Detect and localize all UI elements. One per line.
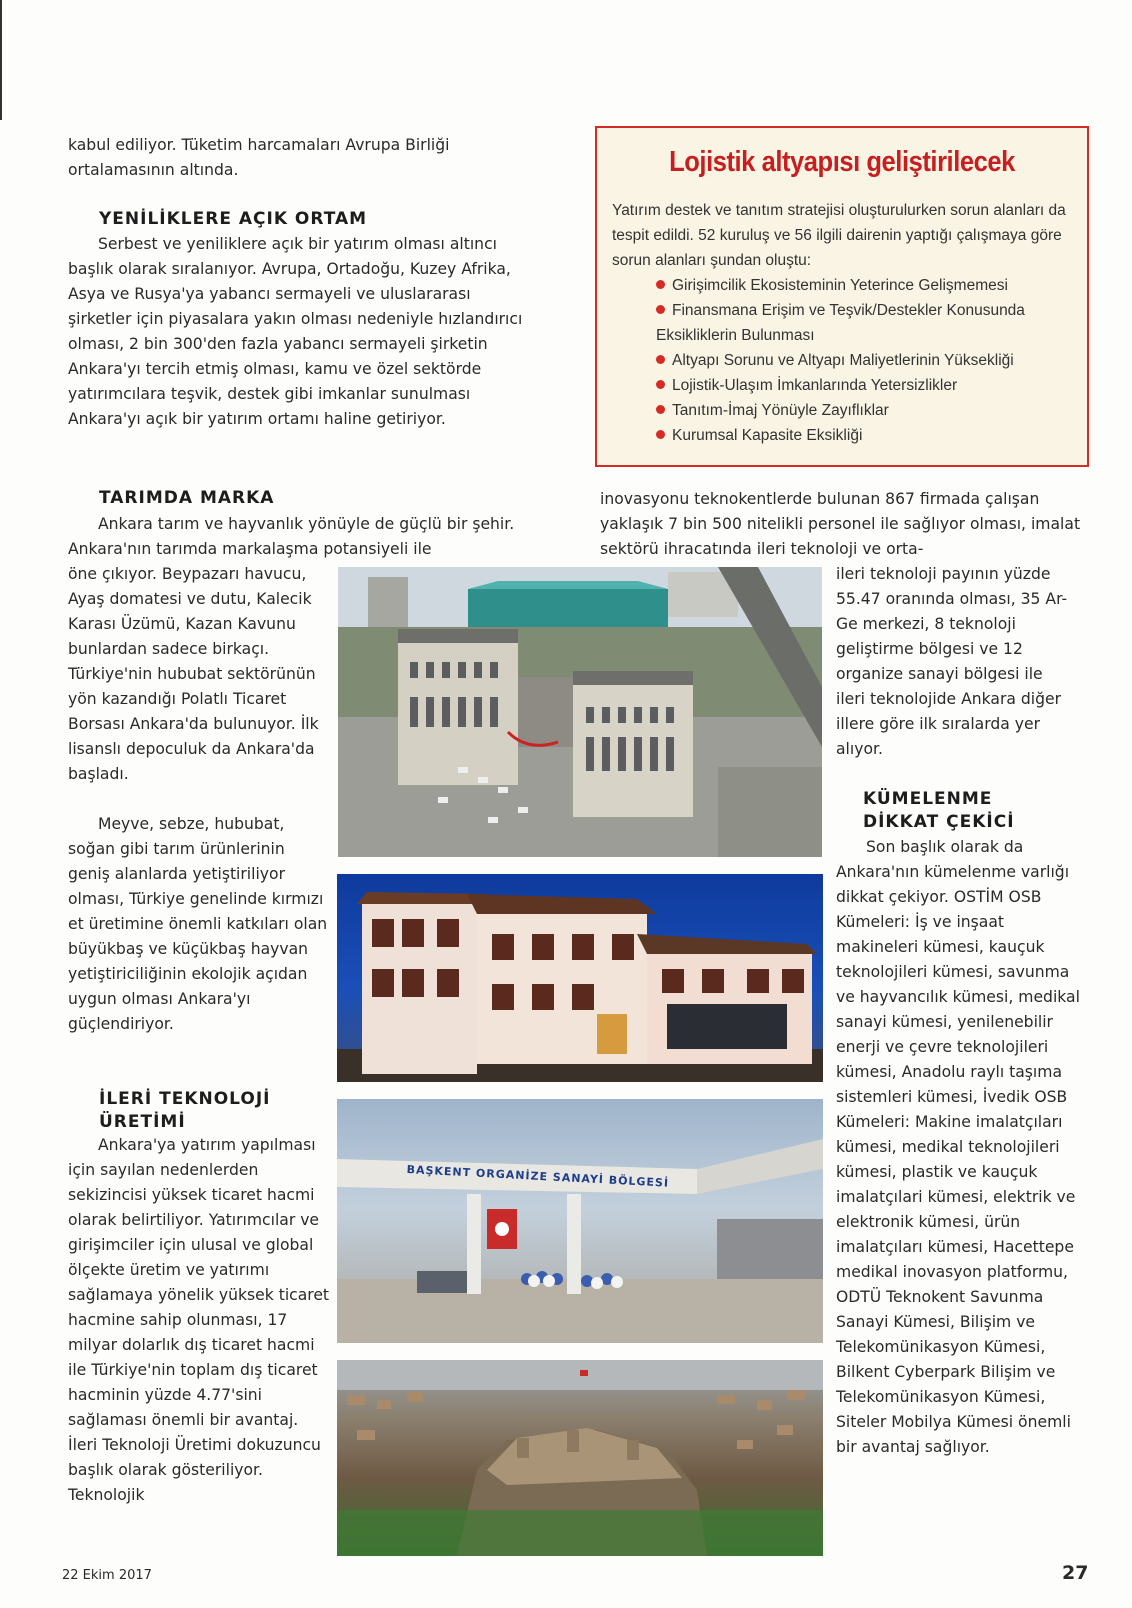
paragraph-yeniliklere: Serbest ve yeniliklere açık bir yatırım olması altıncı başlık olarak sıralanıyor. Avrupa, Ortadoğu, Kuzey Afrika, Asya ve Rusya'ya yabancı sermayeli ve uluslararası şirketler için piyasalara yakın olması nedeniyle hızlandırıcı olması, 2 bin 300'den fazla yabancı sermayeli şirketin Ankara'yı tercih etmiş olması, kamu ve özel sektörde yatırımcılara teşvik, destek gibi imkanlar sunulması Ankara'yı açık bir yatırım ortamı haline getiriyor. xyxy=(68,235,523,428)
box-title: Lojistik altyapısı geliştirilecek xyxy=(669,146,1015,178)
box-bullet: Kurumsal Kapasite Eksikliği xyxy=(612,423,1075,448)
footer-date: 22 Ekim 2017 xyxy=(62,1568,152,1583)
heading-ileri-teknoloji: İLERİ TEKNOLOJİ ÜRETİMİ xyxy=(99,1089,271,1132)
paragraph-tarimda-wide: Ankara tarım ve hayvanlık yönüyle de güçlü bir şehir. Ankara'nın tarımda markalaşma potansiyeli ile xyxy=(68,515,515,558)
page-number: 27 xyxy=(1062,1562,1089,1584)
box-bullet: Lojistik-Ulaşım İmkanlarında Yetersizlikler xyxy=(612,373,1075,398)
bullet-dot-icon xyxy=(656,380,665,389)
box-bullet: Altyapı Sorunu ve Altyapı Maliyetlerinin Yüksekliği xyxy=(612,348,1075,373)
logistics-box xyxy=(595,126,1089,467)
bullet-dot-icon xyxy=(656,430,665,439)
box-bullet: Tanıtım-İmaj Yönüyle Zayıflıklar xyxy=(612,398,1075,423)
photo-building-complex xyxy=(338,567,822,857)
gate-sign: BAŞKENT ORGANİZE SANAYİ BÖLGESİ xyxy=(406,1163,670,1190)
paragraph-inovasyon: inovasyonu teknokentlerde bulunan 867 firmada çalışan yaklaşık 7 bin 500 nitelikli personel ile sağlıyor olması, imalat sektörü ihracatında ileri teknoloji ve orta- xyxy=(600,490,1081,558)
photo-osb-gate xyxy=(337,1099,823,1343)
photo-ankara-castle xyxy=(337,1360,823,1556)
paragraph-kumelenme: Son başlık olarak da Ankara'nın kümelenme varlığı dikkat çekiyor. OSTİM OSB Kümeleri: İş ve inşaat makineleri kümesi, kauçuk teknolojileri kümesi, savunma ve hayvancılık kümesi, medikal sanayi kümesi, yenilenebilir enerji ve çevre teknolojileri kümesi, Anadolu raylı taşıma sistemleri kümesi, İvedik OSB Kümeleri: Makine imalatçıları kümesi, medikal teknolojileri kümesi, plastik ve kauçuk imalatçılari kümesi, elektrik ve elektronik kümesi, ürün imalatçıları kümesi, Hacettepe medikal inovasyon platformu, ODTÜ Teknokent Savunma Sanayi Kümesi, Bilişim ve Telekomünikasyon Kümesi, Bilkent Cyberpark Bilişim ve Telekomünikasyon Kümesi, Siteler Mobilya Kümesi önemli bir avantaj sağlıyor. xyxy=(836,838,1080,1456)
bullet-dot-icon xyxy=(656,405,665,414)
bullet-dot-icon xyxy=(656,355,665,364)
box-intro: Yatırım destek ve tanıtım stratejisi oluşturulurken sorun alanları da tespit edildi. 52 kuruluş ve 56 ilgili dairenin yaptığı çalışmaya göre sorun alanları şundan oluştu: xyxy=(612,202,1066,269)
castle-illustration xyxy=(337,1360,823,1556)
photo-ottoman-houses xyxy=(337,874,823,1082)
paragraph-tarimda-2: Meyve, sebze, hububat, soğan gibi tarım ürünlerinin geniş alanlarda yetiştiriliyor olması, Türkiye genelinde kırmızı et üretimine önemli katkıları olan büyükbaş ve küçükbaş hayvan yetiştiriciliğinin ekolojik açıdan uygun olması Ankara'yı güçlendiriyor. xyxy=(68,815,328,1033)
box-bullet: Finansmana Erişim ve Teşvik/Destekler Konusunda Eksikliklerin Bulunması xyxy=(656,302,1025,344)
heading-kumelenme: KÜMELENME DİKKAT ÇEKİCİ xyxy=(863,789,1015,832)
building-illustration xyxy=(338,567,822,857)
page-edge xyxy=(0,0,2,120)
box-bullet: Girişimcilik Ekosisteminin Yeterince Gelişmemesi xyxy=(612,273,1075,298)
paragraph-ileri-teknoloji: Ankara'ya yatırım yapılması için sayılan nedenlerden sekizincisi yüksek ticaret hacmi olarak belirtiliyor. Yatırımcılar ve girişimciler için ulusal ve global ölçekte üretim ve yatırımı sağlamaya yönelik yüksek ticaret hacmine sahip olunması, 17 milyar dolarlık dış ticaret hacmi ile Türkiye'nin toplam dış ticaret hacminin yüzde 4.77'sini sağlaması önemli bir avantaj. İleri Teknoloji Üretimi dokuzuncu başlık olarak gösteriliyor. Teknolojik xyxy=(68,1136,330,1504)
intro-paragraph: kabul ediliyor. Tüketim harcamaları Avrupa Birliği ortalamasının altında. xyxy=(68,136,450,179)
heading-tarimda: TARIMDA MARKA xyxy=(99,488,275,508)
heading-yeniliklere: YENİLİKLERE AÇIK ORTAM xyxy=(99,209,368,229)
gate-illustration xyxy=(337,1099,823,1343)
paragraph-inovasyon-narrow: ileri teknoloji payının yüzde 55.47 oranında olması, 35 Ar-Ge merkezi, 8 teknoloji geliştirme bölgesi ve 12 organize sanayi bölgesi ile ileri teknolojide Ankara diğer illere göre ilk sıralarda yer alıyor. xyxy=(836,565,1068,758)
paragraph-tarimda-narrow: öne çıkıyor. Beypazarı havucu, Ayaş domatesi ve dutu, Kalecik Karası Üzümü, Kazan Kavunu bunlardan sadece birkaçı. Türkiye'nin hububat sektörünün yön kazandığı Polatlı Ticaret Borsası Ankara'da bulunuyor. İlk lisanslı depoculuk da Ankara'da başladı. xyxy=(68,565,319,783)
houses-illustration xyxy=(337,874,823,1082)
bullet-dot-icon xyxy=(656,305,665,314)
bullet-dot-icon xyxy=(656,280,665,289)
box-body xyxy=(612,198,1075,448)
